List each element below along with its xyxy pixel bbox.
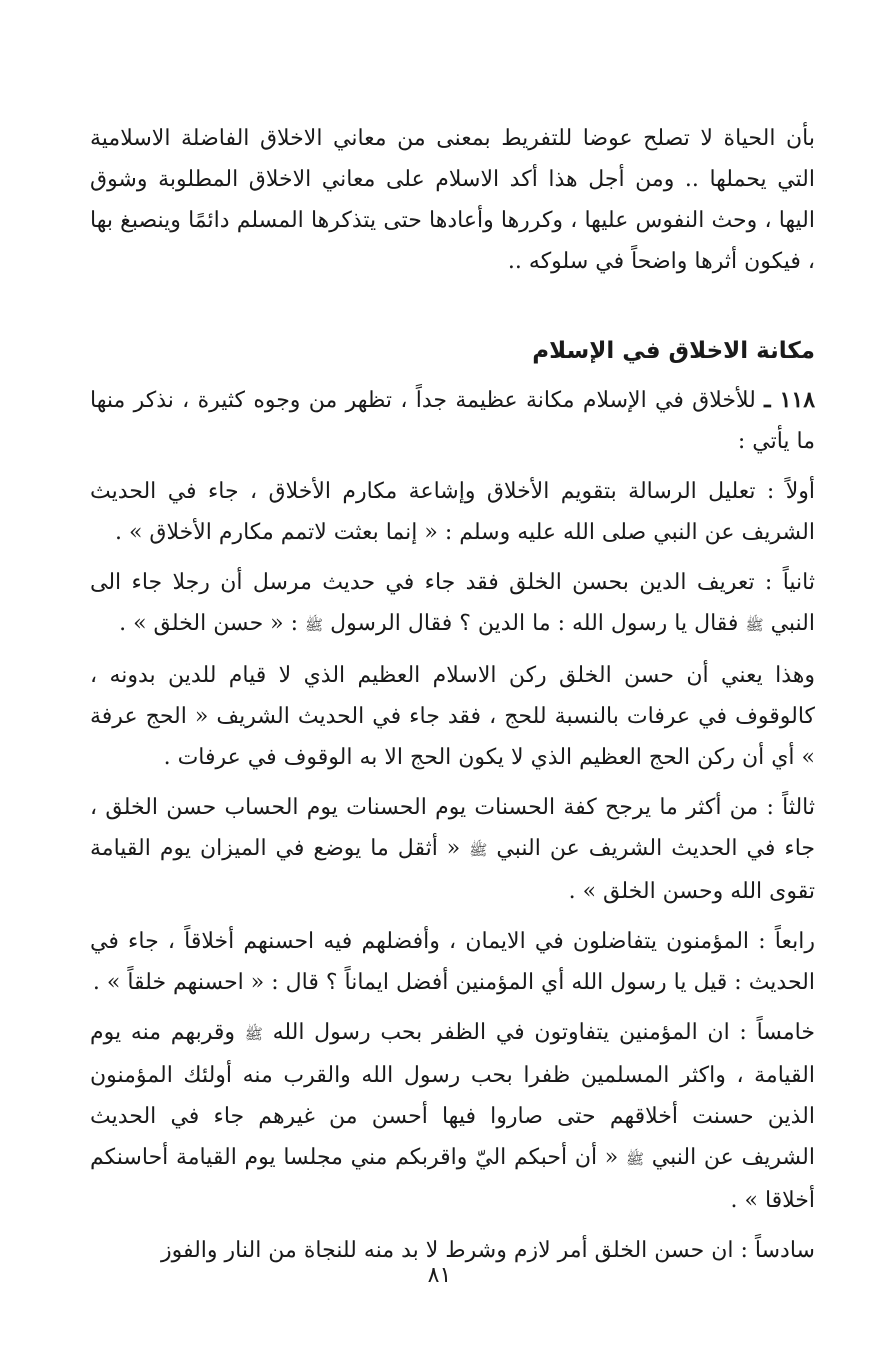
second-point-text-a: ثانياً : تعريف الدين بحسن الخلق فقد جاء في حديث مرسل أن رجلا جاء الى النبي (90, 570, 815, 636)
second-point-text-c: : « حسن الخلق » . (119, 611, 299, 636)
third-point-text-b: « أثقل ما يوضع في الميزان يوم القيامة تقوى الله وحسن الخلق » . (90, 836, 815, 904)
second-point-paragraph (90, 562, 815, 646)
fifth-point-paragraph (90, 1012, 815, 1221)
pilgrimage-paragraph: وهذا يعني أن حسن الخلق ركن الاسلام العظيم الذي لا قيام للدين بدونه ، كالوقوف في عرفات بالنسبة للحج ، فقد جاء في الحديث الشريف « الحج عرفة » أي أن ركن الحج العظيم الذي لا يكون الحج الا به الوقوف في عرفات . (90, 663, 815, 770)
second-point-text-b: فقال يا رسول الله : ما الدين ؟ فقال الرسول (330, 611, 739, 636)
fifth-point-text-a: خامساً : ان المؤمنين يتفاوتون في الظفر بحب رسول الله (272, 1020, 815, 1045)
third-point-text-a: ثالثاً : من أكثر ما يرجح كفة الحسنات يوم الحسنات يوم الحساب حسن الخلق ، جاء في الحديث الشريف عن النبي (90, 795, 815, 861)
fifth-point-text-c: « أن أحبكم اليّ واقربكم مني مجلسا يوم القيامة أحاسنكم أخلاقا » . (90, 1145, 815, 1213)
page-body (90, 118, 815, 1271)
salutation-symbol: ﷺ (244, 1025, 263, 1043)
salutation-symbol: ﷺ (469, 841, 488, 859)
salutation-symbol: ﷺ (305, 616, 324, 634)
section-intro-text: للأخلاق في الإسلام مكانة عظيمة جداً ، تظهر من وجوه كثيرة ، نذكر منها ما يأتي : (90, 388, 815, 454)
section-heading: مكانة الاخلاق في الإسلام (532, 338, 815, 364)
third-point-paragraph (90, 787, 815, 912)
first-point-paragraph: أولاً : تعليل الرسالة بتقويم الأخلاق وإشاعة مكارم الأخلاق ، جاء في الحديث الشريف عن النبي صلى الله عليه وسلم : « إنما بعثت لاتمم مكارم الأخلاق » . (90, 479, 815, 545)
sixth-point-paragraph: سادساً : ان حسن الخلق أمر لازم وشرط لا بد منه للنجاة من النار والفوز (160, 1238, 815, 1263)
section-number: ١١٨ ـ (764, 387, 816, 413)
fourth-point-paragraph: رابعاً : المؤمنون يتفاضلون في الايمان ، وأفضلهم فيه احسنهم أخلاقاً ، جاء في الحديث : قيل يا رسول الله أي المؤمنين أفضل ايماناً ؟ قال : « احسنهم خلقاً » . (90, 929, 815, 995)
salutation-symbol: ﷺ (745, 616, 764, 634)
salutation-symbol: ﷺ (625, 1150, 645, 1168)
page-number: ٨١ (427, 1263, 452, 1288)
section-intro-paragraph (90, 380, 815, 462)
fifth-point-text-b: وقربهم منه يوم القيامة ، واكثر المسلمين ظفرا بحب رسول الله والقرب منه أولئك المؤمنون الذين حسنت أخلاقهم حتى صاروا فيها أحسن من غيرهم جاء في الحديث الشريف عن النبي (90, 1020, 815, 1170)
intro-paragraph: بأن الحياة لا تصلح عوضا للتفريط بمعنى من معاني الاخلاق الفاضلة الاسلامية التي يحملها .. ومن أجل هذا أكد الاسلام على معاني الاخلاق المطلوبة وشوق اليها ، وحث النفوس عليها ، وكررها وأعادها حتى يتذكرها المسلم دائمًا وينصبغ بها ، فيكون أثرها واضحاً في سلوكه .. (90, 126, 815, 274)
